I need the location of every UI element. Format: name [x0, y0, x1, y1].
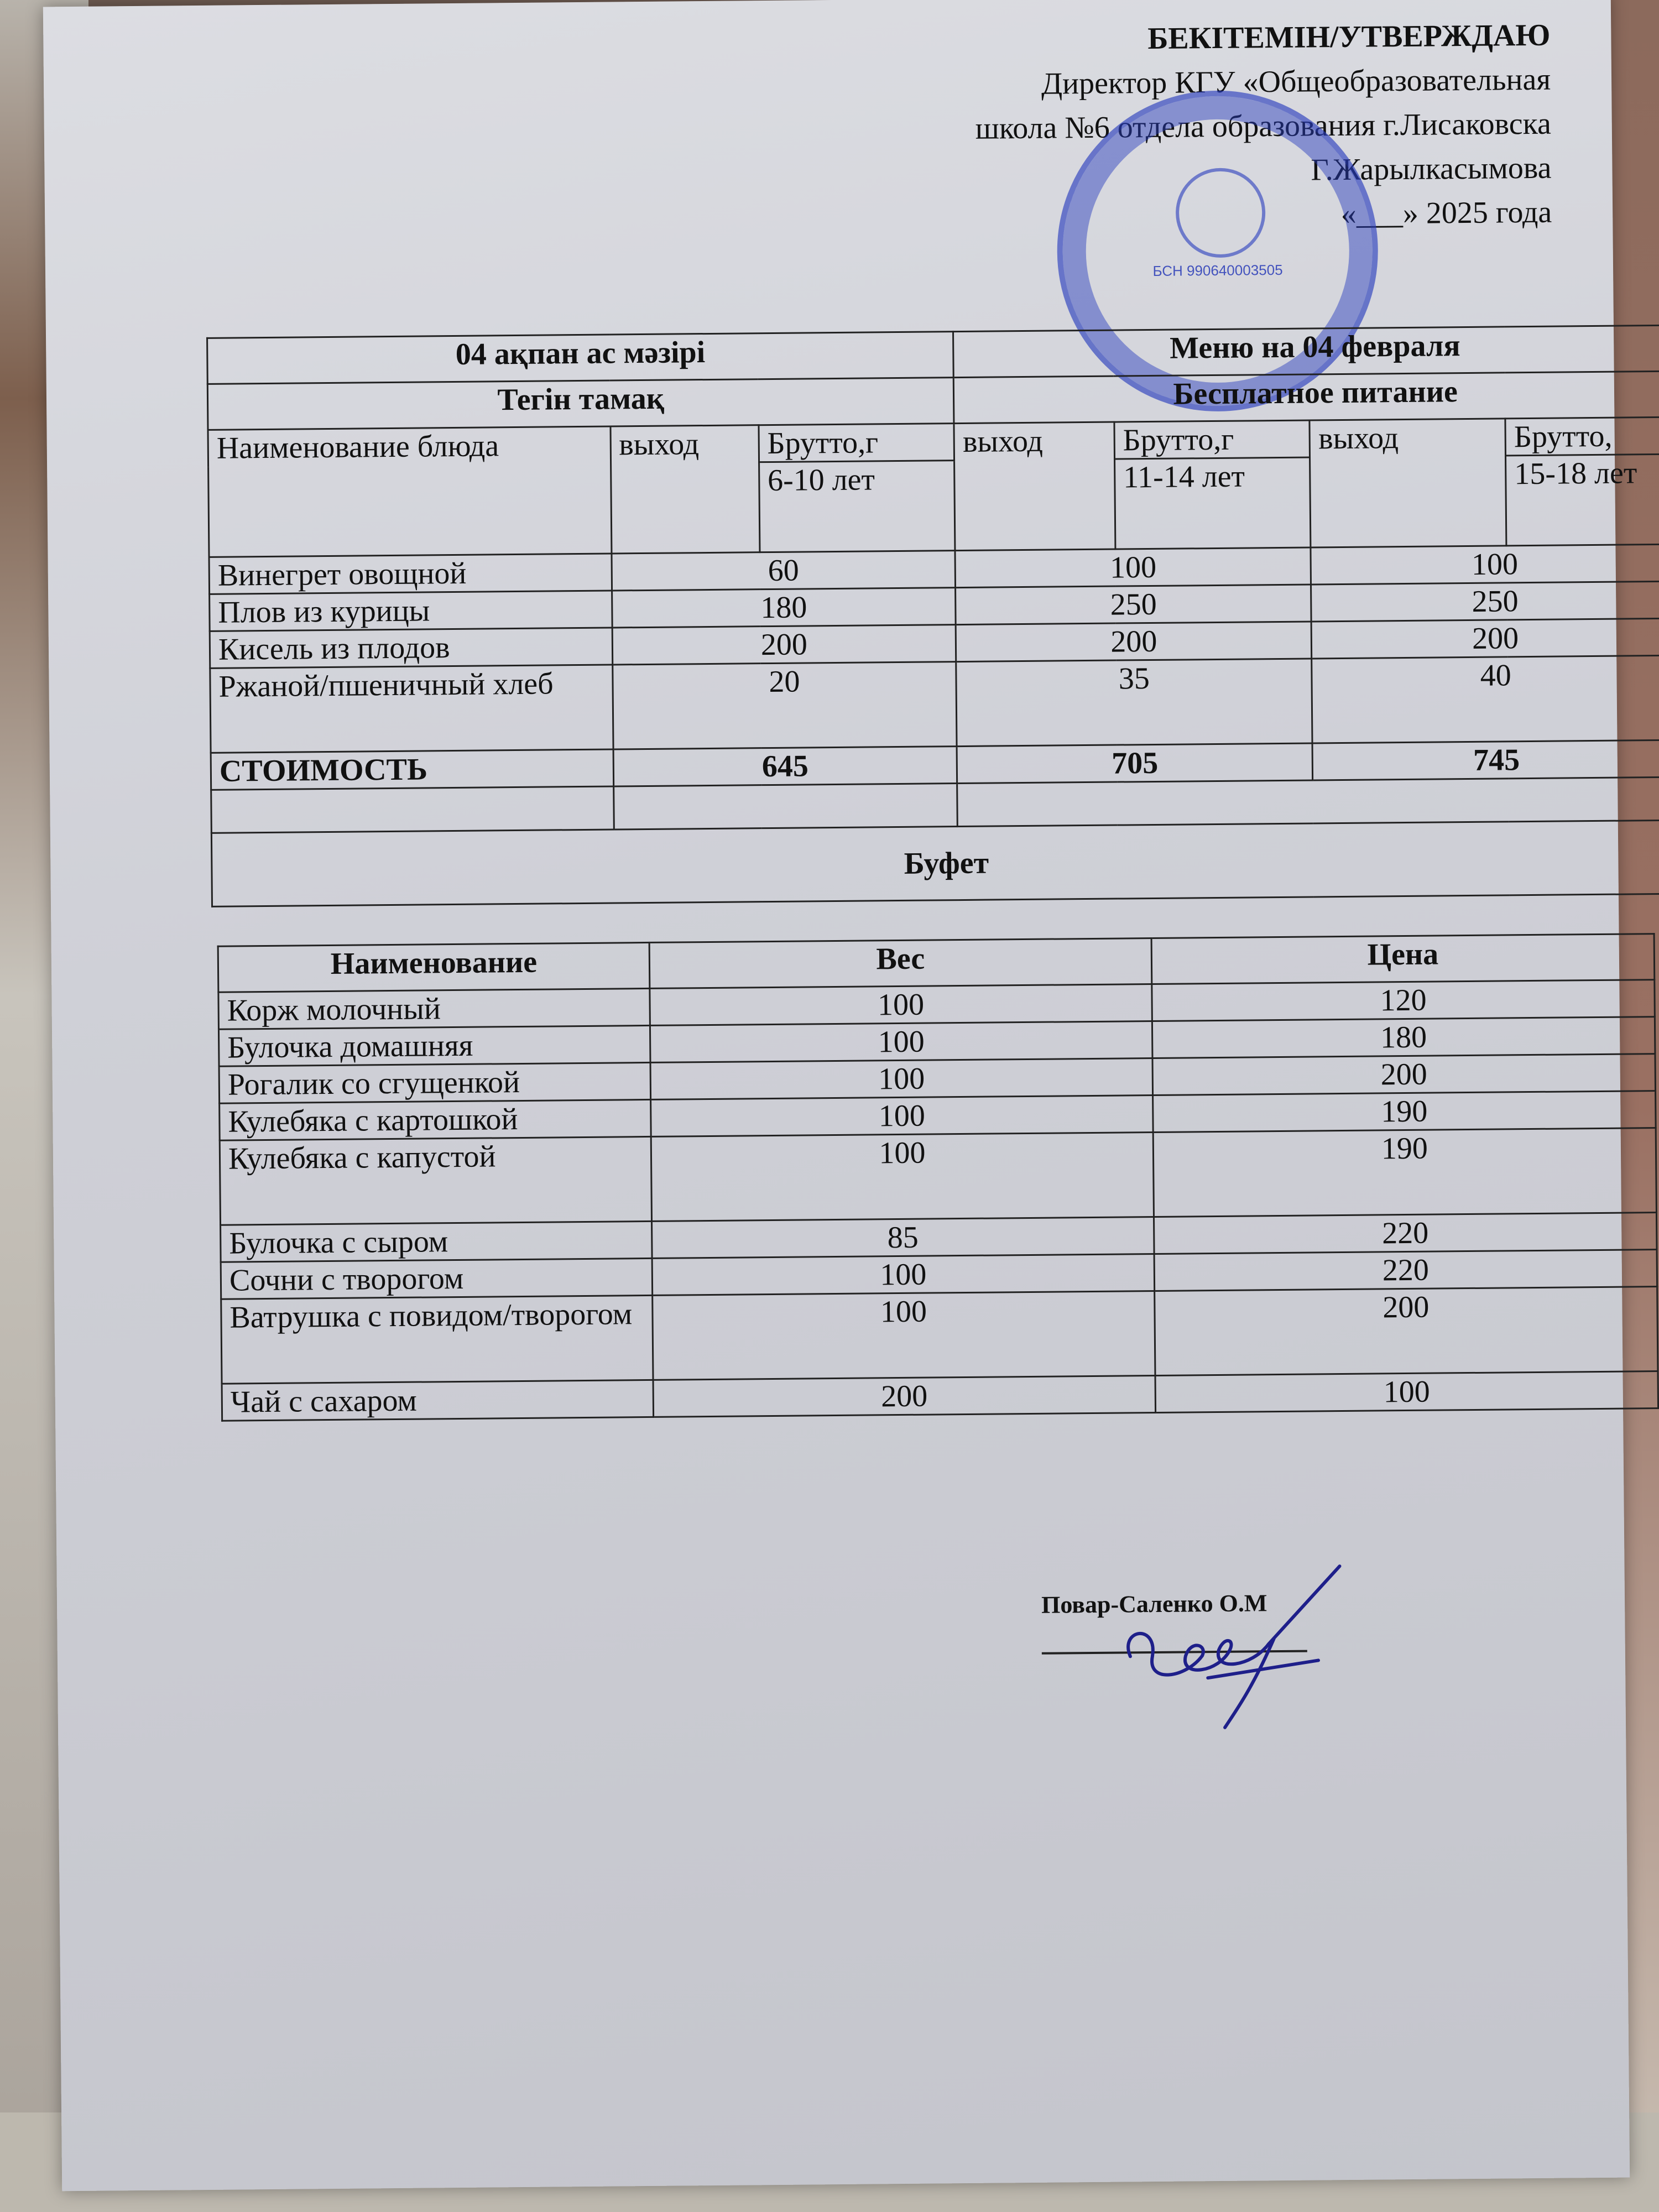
approval-line-2: школа №6 отдела образования г.Лисаковска [975, 106, 1552, 146]
buffet-item-price: 100 [1155, 1371, 1658, 1413]
menu-sheet [43, 0, 1637, 2191]
dish-name: Ржаной/пшеничный хлеб [210, 665, 613, 753]
free-meal-menu-table [206, 325, 1659, 907]
approval-line-4: «___» 2025 года [1340, 195, 1552, 231]
col-output-2: выход [954, 422, 1115, 551]
col-brutto-3: Брутто, [1505, 417, 1659, 456]
buffet-item-price: 200 [1152, 1054, 1656, 1095]
buffet-item-name: Корж молочный [218, 988, 650, 1029]
col-brutto-2: Брутто,г [1114, 420, 1310, 459]
buffet-item-name: Рогалик со сгущенкой [219, 1062, 651, 1103]
handwritten-signature [1107, 1544, 1374, 1740]
dish-output-11-14: 35 [956, 659, 1312, 747]
buffet-item-name: Булочка домашняя [218, 1025, 650, 1066]
approval-heading: БЕКІТЕМІН/УТВЕРЖДАЮ [1147, 18, 1551, 56]
col-buffet-weight: Вес [649, 938, 1152, 989]
col-buffet-price: Цена [1151, 934, 1655, 984]
dish-output-11-14: 200 [956, 622, 1312, 662]
buffet-item-price: 190 [1153, 1128, 1656, 1217]
buffet-item-price: 180 [1152, 1017, 1655, 1058]
menu-title-ru: Меню на 04 февраля [953, 325, 1659, 377]
buffet-item-name: Булочка с сыром [221, 1221, 653, 1262]
buffet-item-name: Чай с сахаром [222, 1380, 654, 1421]
empty-cell [613, 784, 957, 830]
approval-line-3: Г.Жарылкасымова [1311, 150, 1552, 187]
buffet-item-name: Ватрушка с повидом/творогом [221, 1295, 653, 1384]
dish-output-6-10: 60 [612, 551, 956, 591]
dish-output-11-14: 100 [955, 547, 1311, 588]
dish-output-6-10: 20 [612, 662, 957, 749]
buffet-item-weight: 100 [653, 1291, 1155, 1380]
buffet-row [221, 1287, 1658, 1384]
seal-bin: БСН 990640003505 [1152, 261, 1283, 279]
dish-output-6-10: 180 [612, 588, 956, 628]
dish-name: Винегрет овощной [209, 554, 612, 594]
buffet-item-price: 220 [1154, 1213, 1657, 1254]
dish-output-15-18: 200 [1312, 618, 1659, 659]
buffet-item-name: Сочни с творогом [221, 1258, 653, 1299]
buffet-row [220, 1128, 1656, 1225]
buffet-item-name: Кулебяка с картошкой [220, 1099, 651, 1140]
dish-output-11-14: 250 [956, 585, 1312, 625]
buffet-item-price: 200 [1155, 1287, 1658, 1376]
cost-label: СТОИМОСТЬ [211, 749, 613, 790]
dish-output-15-18: 250 [1311, 581, 1659, 622]
buffet-item-price: 190 [1152, 1091, 1656, 1133]
menu-row [210, 655, 1659, 753]
menu-title-kz: 04 ақпан ас мәзірі [207, 332, 954, 384]
cost-11-14: 705 [957, 743, 1313, 784]
menu-subtitle-kz: Тегін тамақ [207, 378, 954, 430]
col-output-1: выход [611, 425, 760, 554]
cost-6-10: 645 [613, 747, 957, 786]
empty-cell [211, 786, 614, 833]
buffet-item-weight: 100 [650, 1058, 1152, 1100]
buffet-title: Буфет [211, 820, 1659, 906]
empty-cell [957, 777, 1659, 826]
col-buffet-name: Наименование [218, 942, 650, 992]
col-dish-name: Наименование блюда [208, 426, 612, 557]
buffet-item-weight: 85 [652, 1217, 1154, 1259]
col-output-3: выход [1310, 419, 1506, 547]
buffet-item-weight: 200 [653, 1375, 1155, 1417]
dish-output-15-18: 100 [1311, 544, 1659, 585]
cook-signature-line: Повар-Саленко О.М [1041, 1589, 1307, 1655]
buffet-table [217, 933, 1659, 1422]
menu-subtitle-ru: Бесплатное питание [954, 371, 1659, 423]
dish-output-15-18: 40 [1312, 655, 1659, 743]
age-group-3: 15-18 лет [1506, 454, 1659, 546]
buffet-item-weight: 100 [650, 984, 1152, 1026]
seal-emblem-icon [1175, 168, 1265, 258]
dish-name: Кисель из плодов [210, 628, 612, 668]
col-brutto-1: Брутто,г [759, 424, 954, 462]
buffet-item-price: 220 [1154, 1250, 1657, 1291]
buffet-item-weight: 100 [651, 1133, 1154, 1222]
buffet-item-weight: 100 [651, 1095, 1153, 1137]
age-group-2: 11-14 лет [1114, 457, 1311, 549]
buffet-item-name: Кулебяка с капустой [220, 1136, 651, 1225]
dish-name: Плов из курицы [210, 591, 612, 631]
approval-line-1: Директор КГУ «Общеобразовательная [1041, 62, 1551, 101]
buffet-item-weight: 100 [650, 1021, 1152, 1063]
cost-15-18: 745 [1312, 740, 1659, 780]
buffet-item-price: 120 [1152, 980, 1655, 1021]
dish-output-6-10: 200 [612, 625, 956, 665]
buffet-title-row [211, 820, 1659, 906]
age-group-1: 6-10 лет [759, 461, 955, 552]
buffet-item-weight: 100 [652, 1254, 1154, 1295]
